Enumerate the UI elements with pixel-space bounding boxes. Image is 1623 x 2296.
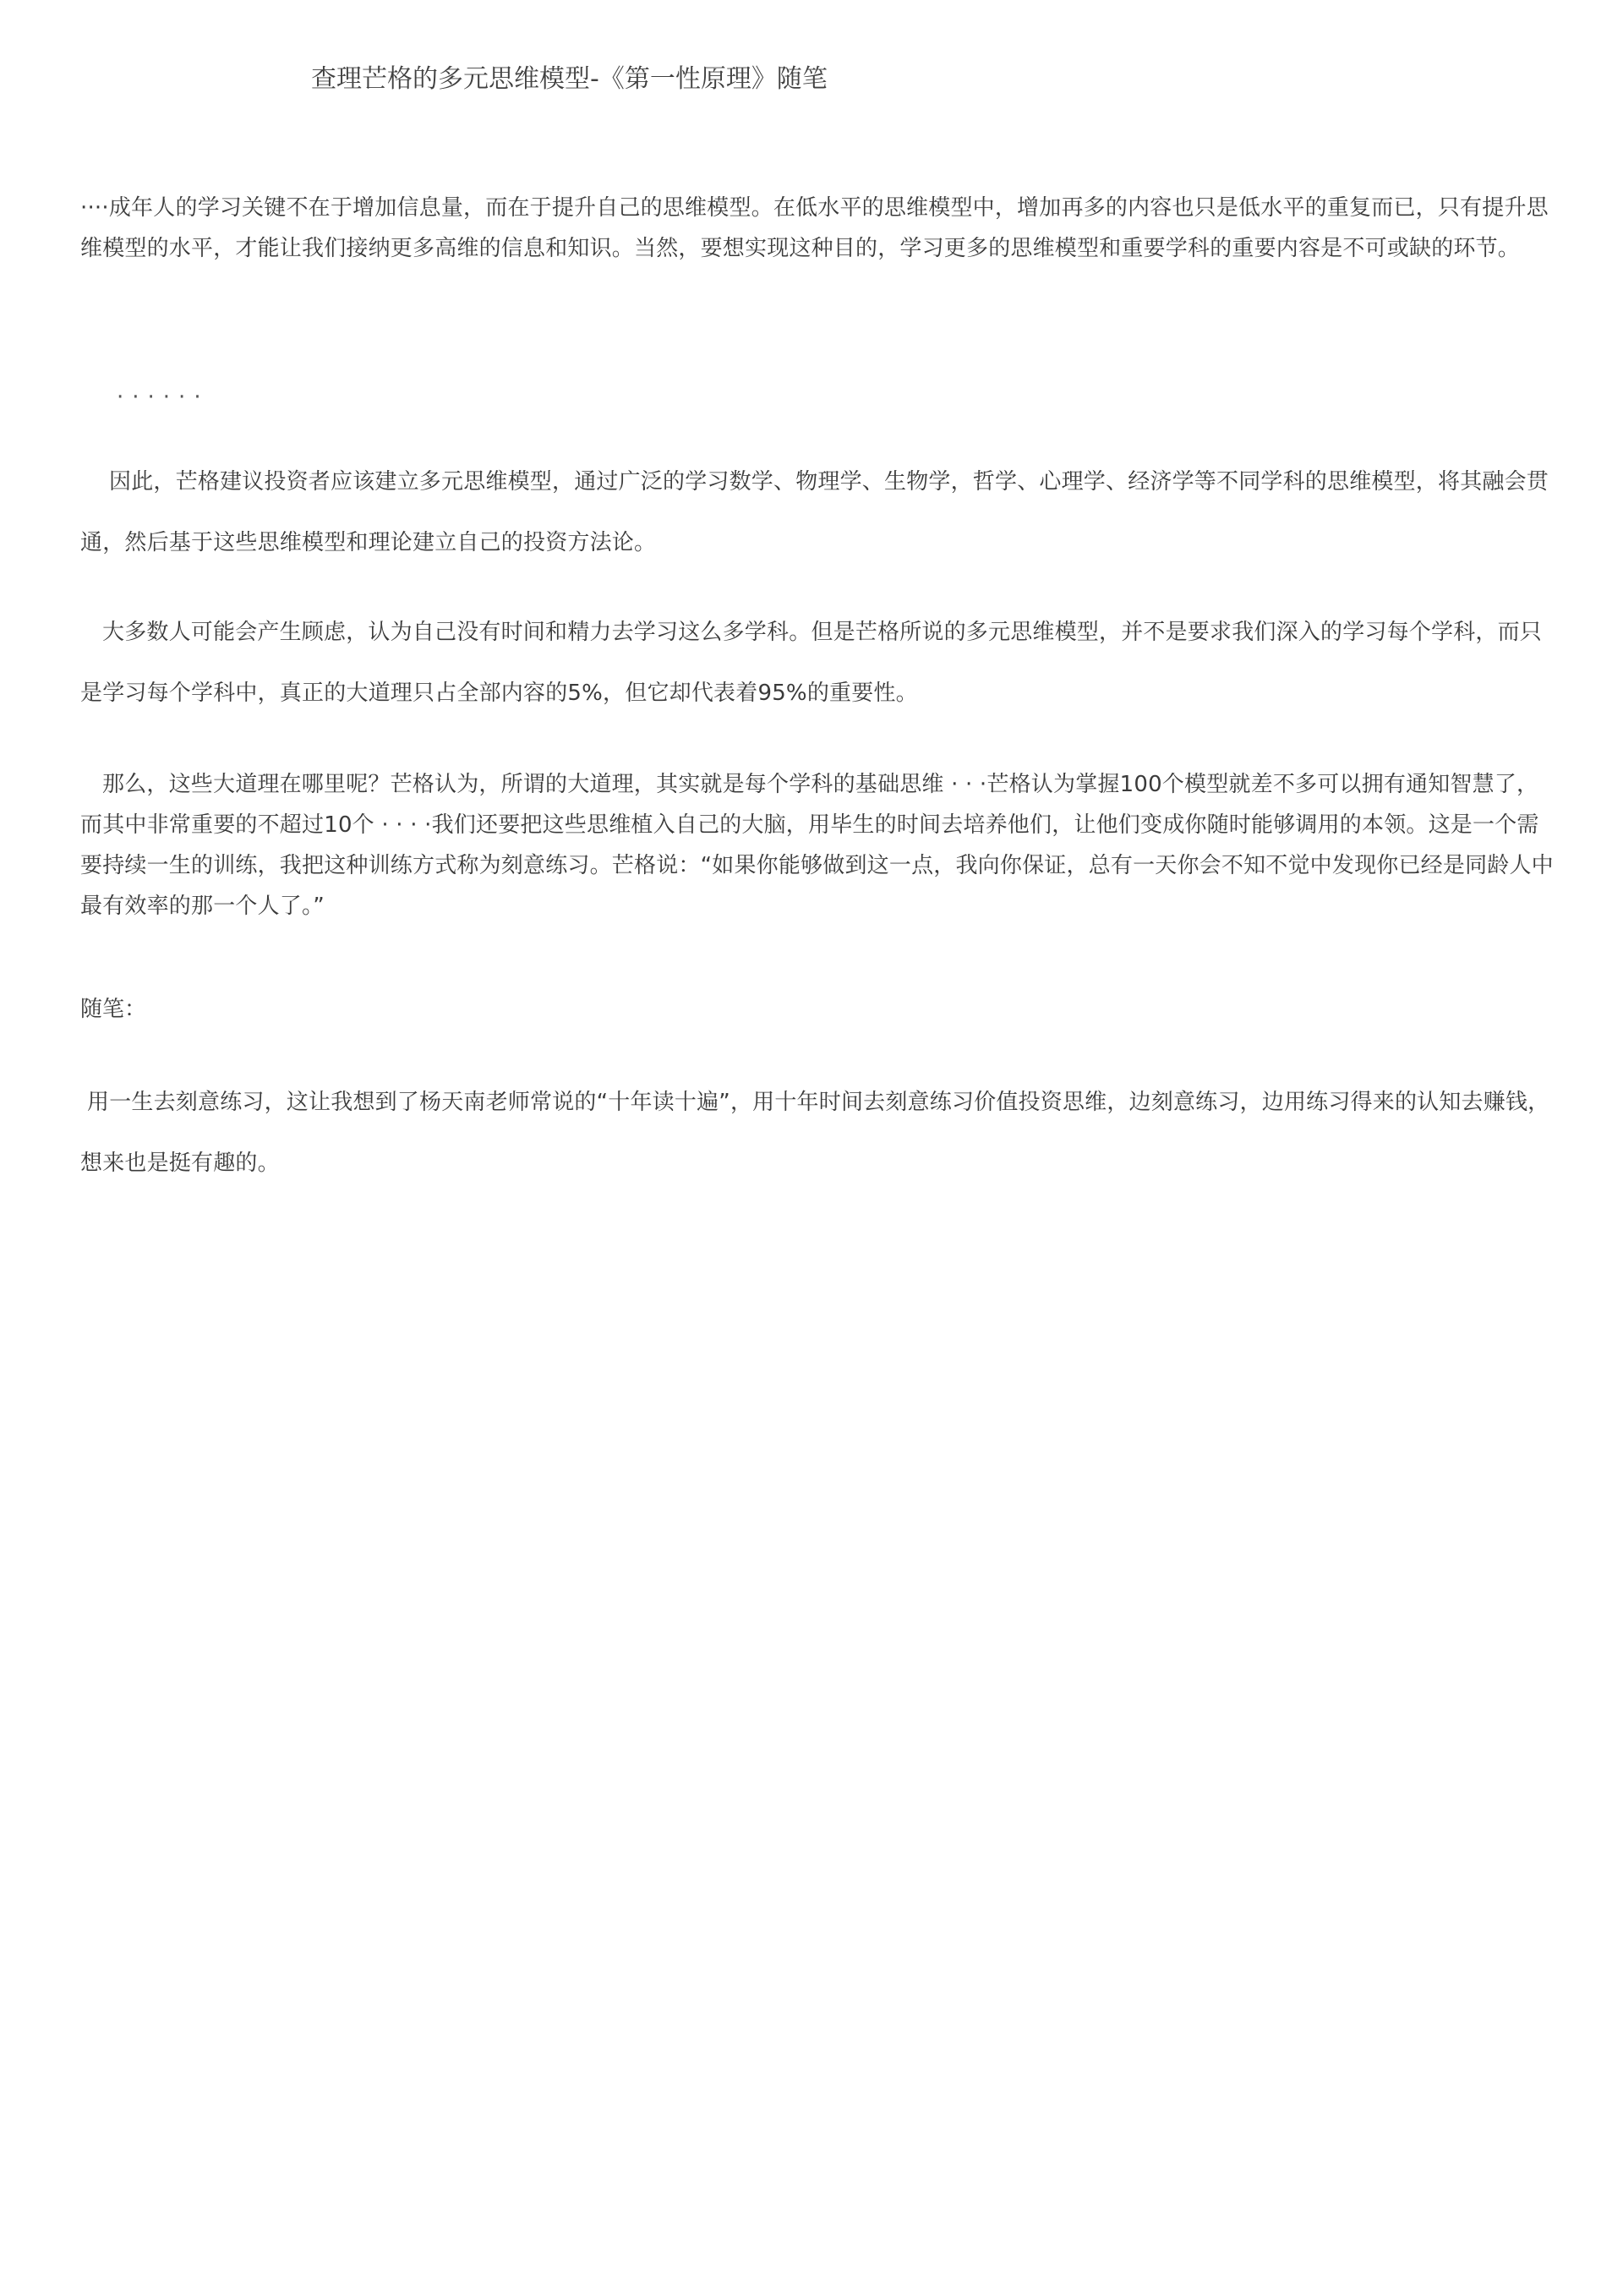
article-title: 查理芒格的多元思维模型-《第一性原理》随笔 (311, 64, 828, 94)
notes-heading: 随笔： (80, 997, 147, 1022)
ellipsis-divider: ······ (117, 385, 210, 410)
paragraph-intro: ····成年人的学习关键不在于增加信息量，而在于提升自己的思维模型。在低水平的思维模型中，增加再多的内容也只是低水平的重复而已，只有提升思维模型的水平，才能让我们接纳更多高维的信息和知识。当然，要想实现这种目的，学习更多的思维模型和重要学科的重要内容是不可或缺的环节。 (80, 195, 1549, 261)
paragraph-multidisciplinary: 因此，芒格建议投资者应该建立多元思维模型，通过广泛的学习数学、物理学、生物学，哲学、心理学、经济学等不同学科的思维模型，将其融会贯通，然后基于这些思维模型和理论建立自己的投资方法论。 (80, 469, 1549, 555)
paragraph-big-ideas: 那么，这些大道理在哪里呢？芒格认为，所谓的大道理，其实就是每个学科的基础思维 · · ·芒格认为掌握100个模型就差不多可以拥有通知智慧了，而其中非常重要的不超过10个 · · · ·我们还要把这些思维植入自己的大脑，用毕生的时间去培养他们，让他们变成你随时能够调用的本领。这是一个需要持续一生的训练，我把这种训练方式称为刻意练习。芒格说：“如果你能够做到这一点，我向你保证，总有一天你会不知不觉中发现你已经是同龄人中最有效率的那一个人了。” (80, 772, 1554, 919)
paragraph-notes: 用一生去刻意练习，这让我想到了杨天南老师常说的“十年读十遍”，用十年时间去刻意练习价值投资思维，边刻意练习，边用练习得来的认知去赚钱，想来也是挺有趣的。 (80, 1090, 1550, 1176)
paragraph-concerns: 大多数人可能会产生顾虑，认为自己没有时间和精力去学习这么多学科。但是芒格所说的多元思维模型，并不是要求我们深入的学习每个学科，而只是学习每个学科中，真正的大道理只占全部内容的5%，但它却代表着95%的重要性。 (80, 620, 1543, 706)
